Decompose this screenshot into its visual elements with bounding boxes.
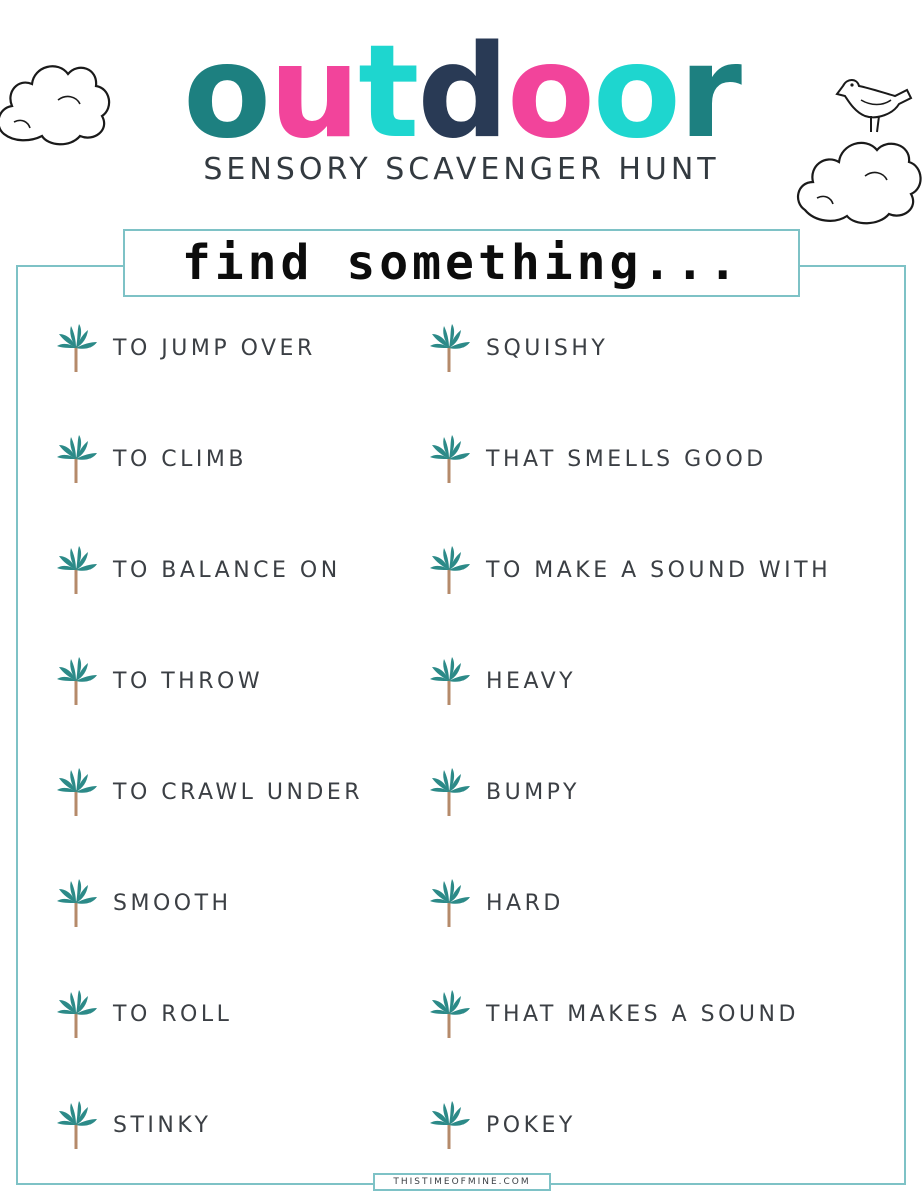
checklist-item [428, 1099, 576, 1151]
checklist-item [55, 544, 341, 596]
tree-icon [428, 877, 474, 929]
checklist-item-label: POKEY [486, 1112, 576, 1138]
checklist-item [428, 988, 799, 1040]
tree-icon [55, 322, 101, 374]
tree-icon [55, 655, 101, 707]
checklist-item-label: SQUISHY [486, 335, 609, 361]
checklist-item-label: SMOOTH [113, 890, 232, 916]
title-letter: r [678, 18, 740, 167]
tree-icon [428, 544, 474, 596]
checklist-item [428, 433, 767, 485]
checklist-item [428, 766, 580, 818]
checklist-item [55, 1099, 211, 1151]
title-letter: u [269, 18, 359, 167]
page-title [0, 18, 923, 168]
title-letter: o [592, 18, 679, 167]
tree-icon [55, 988, 101, 1040]
site-footer: THISTIMEOFMINE.COM [373, 1173, 551, 1191]
tree-icon [428, 766, 474, 818]
checklist-item [428, 877, 564, 929]
title-letter: t [358, 18, 418, 167]
tree-icon [428, 322, 474, 374]
checklist-item-label: STINKY [113, 1112, 212, 1138]
tree-icon [55, 766, 101, 818]
checklist-frame [16, 265, 906, 1185]
checklist-item [428, 544, 831, 596]
tree-icon [428, 655, 474, 707]
tree-icon [55, 1099, 101, 1151]
checklist-item [55, 433, 247, 485]
checklist-item-label: HEAVY [486, 668, 577, 694]
checklist-item [428, 322, 608, 374]
checklist-item-label: TO CLIMB [113, 446, 247, 472]
tree-icon [428, 1099, 474, 1151]
checklist-item-label: TO MAKE A SOUND WITH [486, 557, 832, 583]
tree-icon [428, 988, 474, 1040]
checklist-item [55, 655, 263, 707]
checklist-item [55, 766, 363, 818]
section-banner: find something... [123, 229, 800, 297]
tree-icon [55, 544, 101, 596]
page-subtitle: SENSORY SCAVENGER HUNT [203, 152, 720, 187]
checklist-item-label: HARD [486, 890, 564, 916]
checklist-item-label: TO CRAWL UNDER [113, 779, 364, 805]
title-letter: o [183, 18, 269, 167]
checklist-item-label: TO BALANCE ON [113, 557, 341, 583]
checklist-item [55, 322, 316, 374]
checklist-item [428, 655, 576, 707]
checklist-item-label: BUMPY [486, 779, 580, 805]
title-letter: d [417, 18, 507, 167]
checklist-item-label: TO ROLL [113, 1001, 233, 1027]
tree-icon [428, 433, 474, 485]
tree-icon [55, 433, 101, 485]
checklist-item-label: THAT SMELLS GOOD [486, 446, 767, 472]
checklist-item [55, 988, 232, 1040]
checklist-item-label: TO THROW [113, 668, 264, 694]
checklist-item [55, 877, 232, 929]
title-letter: o [506, 18, 593, 167]
checklist-item-label: TO JUMP OVER [113, 335, 316, 361]
checklist-item-label: THAT MAKES A SOUND [486, 1001, 799, 1027]
tree-icon [55, 877, 101, 929]
